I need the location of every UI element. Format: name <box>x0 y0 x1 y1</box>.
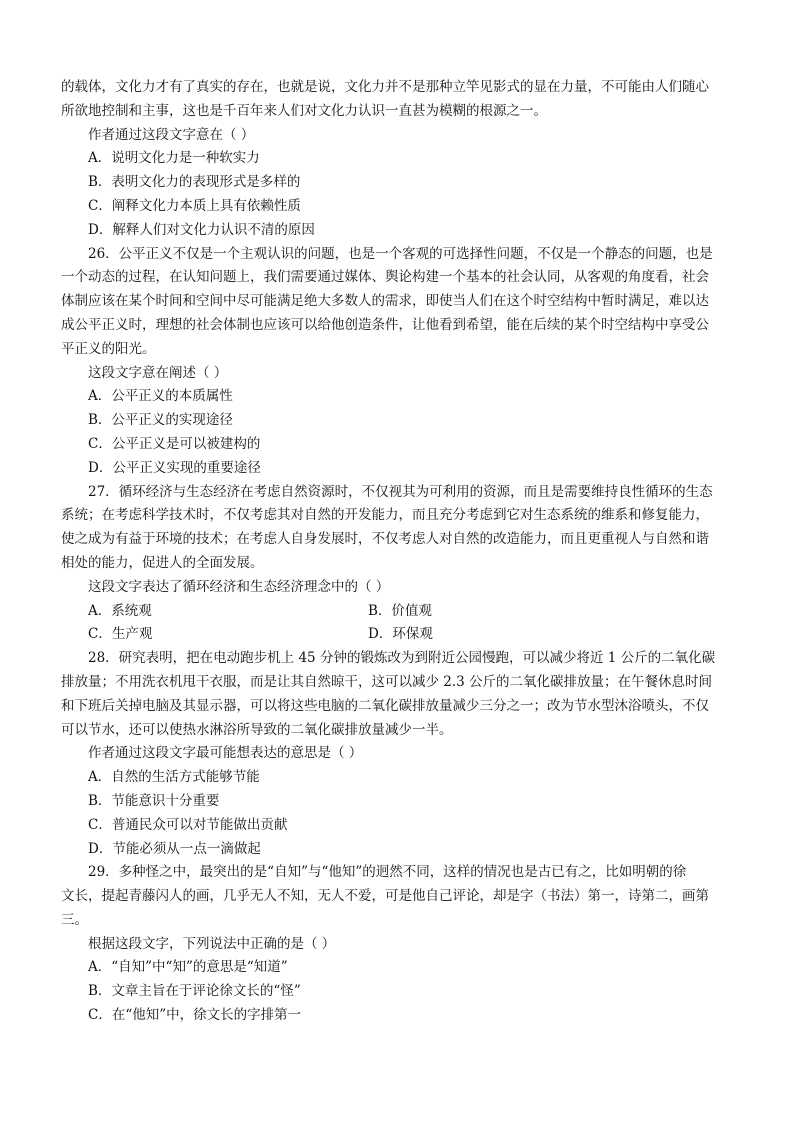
passage-line: 相处的能力，促进人的全面发展。 <box>61 554 264 571</box>
option-c: C．公平正义是可以被建构的 <box>88 435 261 452</box>
option-b: B．价值观 <box>368 602 432 619</box>
option-b: B．公平正义的实现途径 <box>88 412 233 429</box>
passage-line: 28．研究表明，把在电动跑步机上 45 分钟的锻炼改为到附近公园慢跑，可以减少将近 1 公斤的二氧化碳 <box>88 650 716 667</box>
passage-line: 29．多种怪之中，最突出的是“自知”与“他知”的迥然不同，这样的情况也是古已有之，比如明朝的徐 <box>88 864 687 881</box>
passage-line: 可以节水，还可以使热水淋浴所导致的二氧化碳排放量减少一半。 <box>61 721 453 738</box>
question-28 <box>61 647 735 861</box>
passage-line: 所欲地控制和主事，这也是千百年来人们对文化力认识一直甚为模糊的根源之一。 <box>61 102 547 119</box>
passage-line: 和下班后关掉电脑及其显示器，可以将这些电脑的二氧化碳排放量减少三分之一；改为节水型沐浴喷头，不仅 <box>61 697 709 714</box>
option-c: C．阐释文化力本质上具有依赖性质 <box>88 197 301 214</box>
passage-line: 成公平正义时，理想的社会体制也应该可以给他创造条件，让他看到希望，能在后续的某个时空结构中享受公 <box>61 316 709 333</box>
document-body <box>61 76 735 1028</box>
option-c: C．生产观 <box>88 626 153 643</box>
passage-line: 27．循环经济与生态经济在考虑自然资源时，不仅视其为可利用的资源，而且是需要维持良性循环的生态 <box>88 483 713 500</box>
question-prompt: 根据这段文字，下列说法中正确的是（ ） <box>88 935 336 952</box>
option-a: A．系统观 <box>88 602 152 619</box>
question-29 <box>61 861 735 1028</box>
passage-line: 文长，提起青藤闪人的画，几乎无人不知，无人不爱，可是他自己评论，却是字（书法）第一，诗第二，画第 <box>61 888 709 905</box>
option-d: D．解释人们对文化力认识不清的原因 <box>88 221 315 238</box>
option-d: D．环保观 <box>368 626 433 643</box>
option-a: A．“自知”中“知”的意思是“知道” <box>88 959 288 976</box>
passage-continued <box>61 76 735 124</box>
passage-line: 排放量；不用洗衣机甩干衣服，而是让其自然晾干，这可以减少 2.3 公斤的二氧化碳排放量；在午餐休息时间 <box>61 673 713 690</box>
passage-line: 的载体，文化力才有了真实的存在，也就是说，文化力并不是那种立竿见影式的显在力量，不可能由人们随心 <box>61 79 709 95</box>
option-a: A．说明文化力是一种软实力 <box>88 150 260 167</box>
option-b: B．表明文化力的表现形式是多样的 <box>88 174 301 191</box>
question-27 <box>61 481 735 648</box>
option-a: A．自然的生活方式能够节能 <box>88 769 260 786</box>
option-row <box>61 623 735 647</box>
passage-line: 使之成为有益于环境的技术；在考虑人自身发展时，不仅考虑人对自然的改造能力，而且更重视人与自然和谐 <box>61 531 709 548</box>
passage-line: 26．公平正义不仅是一个主观认识的问题，也是一个客观的可选择性问题，不仅是一个静态的问题，也是 <box>88 245 713 262</box>
option-b: B．文章主旨在于评论徐文长的“怪” <box>88 983 301 1000</box>
question-prompt: 这段文字意在阐述（ ） <box>88 364 228 381</box>
passage-line: 一个动态的过程，在认知问题上，我们需要通过媒体、舆论构建一个基本的社会认同，从客观的角度看，社会 <box>61 269 709 286</box>
passage-line: 平正义的阳光。 <box>61 340 156 357</box>
option-c: C．普通民众可以对节能做出贡献 <box>88 816 288 833</box>
passage-line: 三。 <box>61 911 88 928</box>
question-prompt: 作者通过这段文字意在（ ） <box>88 126 255 143</box>
option-a: A．公平正义的本质属性 <box>88 388 233 405</box>
option-row <box>61 600 735 624</box>
option-d: D．公平正义实现的重要途径 <box>88 459 261 476</box>
passage-line: 体制应该在某个时间和空间中尽可能满足绝大多数人的需求，即使当人们在这个时空结构中暂时满足，难以达 <box>61 293 709 310</box>
option-c: C．在“他知”中，徐文长的字排第一 <box>88 1007 302 1024</box>
question-26 <box>61 243 735 481</box>
option-d: D．节能必须从一点一滴做起 <box>88 840 261 857</box>
passage-line: 系统；在考虑科学技术时，不仅考虑其对自然的开发能力，而且充分考虑到它对生态系统的维系和修复能力， <box>61 507 709 524</box>
question-prompt: 这段文字表达了循环经济和生态经济理念中的（ ） <box>88 578 390 595</box>
question-prompt: 作者通过这段文字最可能想表达的意思是（ ） <box>88 745 363 762</box>
option-b: B．节能意识十分重要 <box>88 792 220 809</box>
